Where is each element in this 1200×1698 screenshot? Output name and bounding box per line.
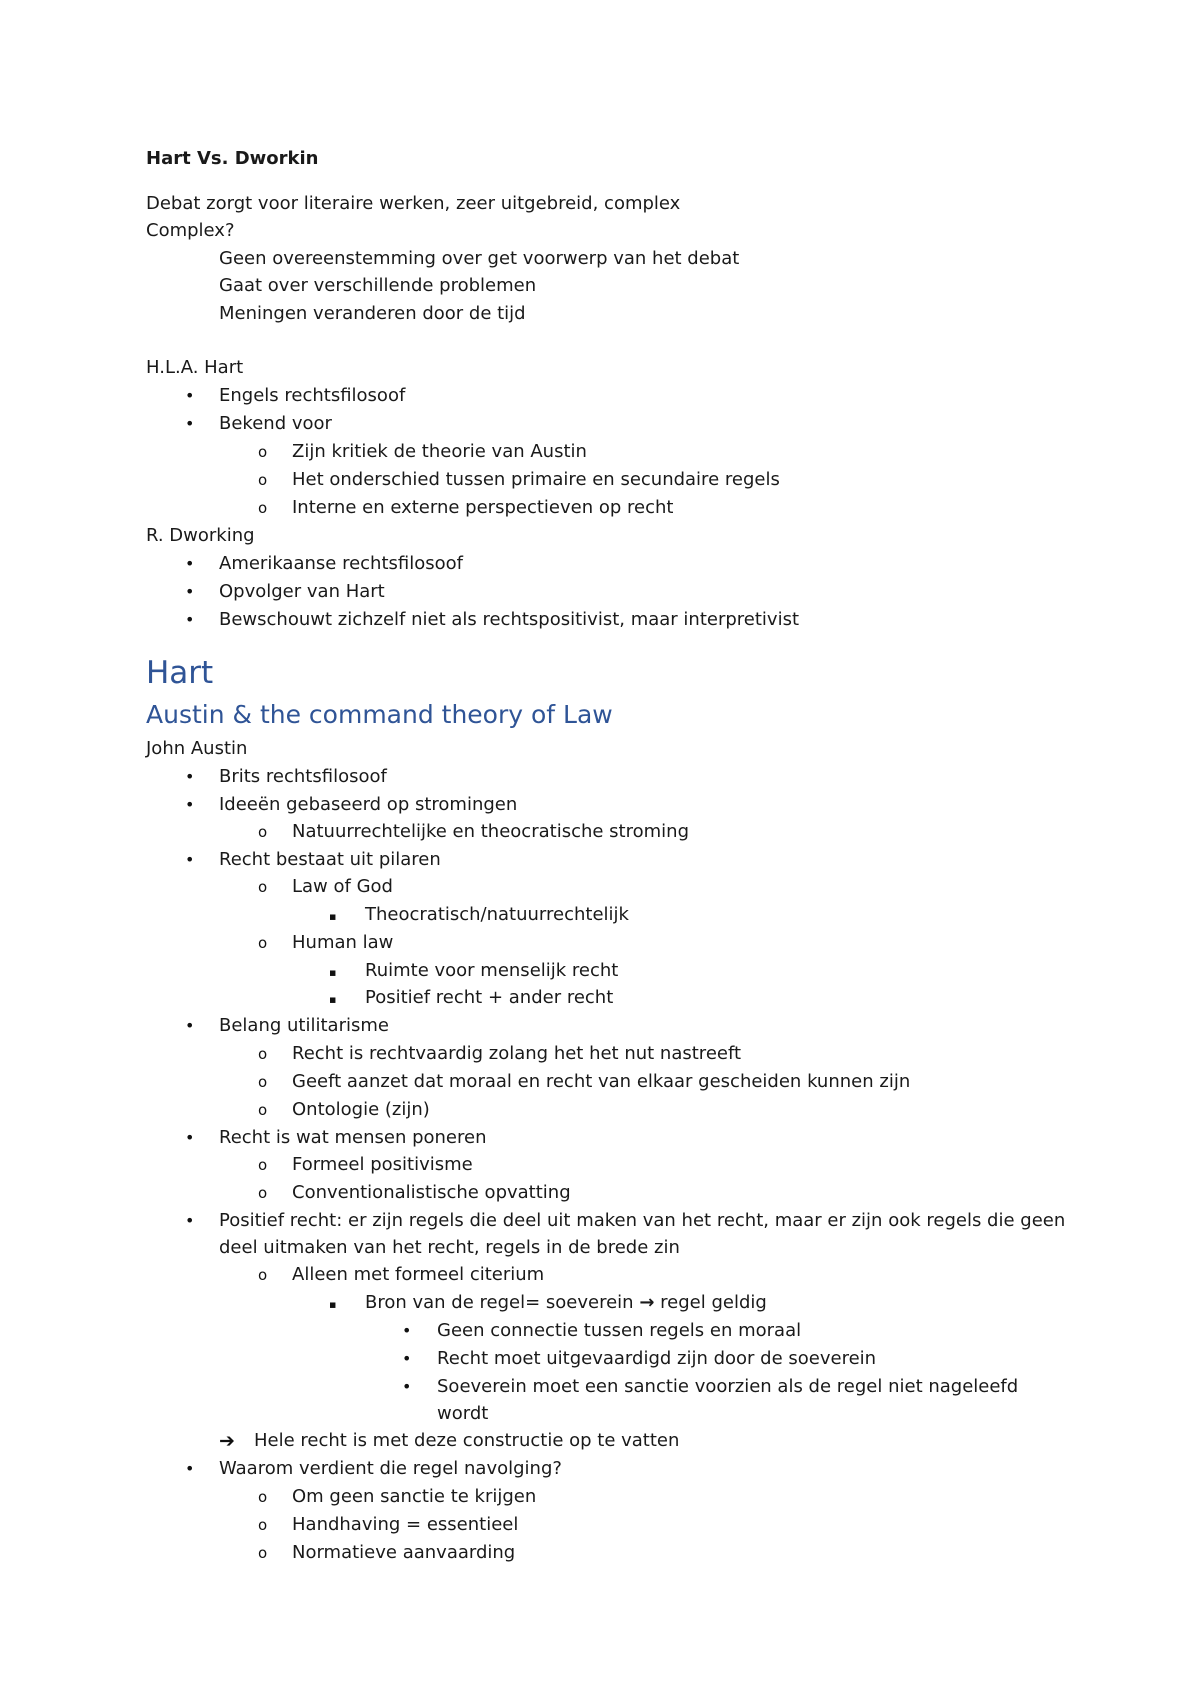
list-item: Recht is wat mensen poneren bbox=[219, 1127, 487, 1148]
list-item: Interne en externe perspectieven op recht bbox=[292, 497, 674, 518]
complex-item: Geen overeenstemming over get voorwerp van het debat bbox=[219, 248, 740, 269]
intro-question: Complex? bbox=[146, 220, 235, 241]
bullet-marker: • bbox=[185, 767, 195, 786]
list-item: Ruimte voor menselijk recht bbox=[365, 960, 619, 981]
bullet-marker: • bbox=[402, 1321, 412, 1340]
list-item: Ideeën gebaseerd op stromingen bbox=[219, 794, 518, 815]
circle-marker: o bbox=[258, 1516, 268, 1534]
list-item-continuation: deel uitmaken van het recht, regels in de brede zin bbox=[219, 1237, 680, 1258]
list-item: Recht moet uitgevaardigd zijn door de soeverein bbox=[437, 1348, 877, 1369]
circle-marker: o bbox=[258, 878, 268, 896]
circle-marker: o bbox=[258, 1101, 268, 1119]
bullet-marker: • bbox=[402, 1349, 412, 1368]
circle-marker: o bbox=[258, 1156, 268, 1174]
list-item: Belang utilitarisme bbox=[219, 1015, 389, 1036]
square-marker: ▪ bbox=[329, 910, 337, 923]
circle-marker: o bbox=[258, 1045, 268, 1063]
circle-marker: o bbox=[258, 823, 268, 841]
rule-valid-text: regel geldig bbox=[660, 1292, 767, 1313]
list-item: Geen connectie tussen regels en moraal bbox=[437, 1320, 802, 1341]
circle-marker: o bbox=[258, 443, 268, 461]
inline-arrow-icon: → bbox=[639, 1292, 655, 1313]
arrow-item: Hele recht is met deze constructie op te vatten bbox=[254, 1430, 680, 1451]
list-item bbox=[365, 1292, 767, 1314]
bullet-marker: • bbox=[185, 1016, 195, 1035]
bullet-marker: • bbox=[185, 610, 195, 629]
list-item: Theocratisch/natuurrechtelijk bbox=[365, 904, 629, 925]
list-item: Formeel positivisme bbox=[292, 1154, 473, 1175]
list-item: Engels rechtsfilosoof bbox=[219, 385, 406, 406]
list-item: Opvolger van Hart bbox=[219, 581, 385, 602]
bullet-marker: • bbox=[185, 414, 195, 433]
list-item: Positief recht: er zijn regels die deel uit maken van het recht, maar er zijn ook regels die geen bbox=[219, 1210, 1066, 1231]
document-title: Hart Vs. Dworkin bbox=[146, 148, 319, 169]
circle-marker: o bbox=[258, 1488, 268, 1506]
list-item: Human law bbox=[292, 932, 394, 953]
list-item: Geeft aanzet dat moraal en recht van elkaar gescheiden kunnen zijn bbox=[292, 1071, 911, 1092]
circle-marker: o bbox=[258, 471, 268, 489]
list-item: Natuurrechtelijke en theocratische stroming bbox=[292, 821, 689, 842]
circle-marker: o bbox=[258, 1073, 268, 1091]
bullet-marker: • bbox=[185, 1459, 195, 1478]
list-item: Recht bestaat uit pilaren bbox=[219, 849, 441, 870]
complex-item: Gaat over verschillende problemen bbox=[219, 275, 537, 296]
circle-marker: o bbox=[258, 1266, 268, 1284]
bullet-marker: • bbox=[185, 795, 195, 814]
square-marker: ▪ bbox=[329, 993, 337, 1006]
list-item: Zijn kritiek de theorie van Austin bbox=[292, 441, 587, 462]
circle-marker: o bbox=[258, 499, 268, 517]
heading-hart: Hart bbox=[146, 655, 214, 691]
list-item: Recht is rechtvaardig zolang het het nut nastreeft bbox=[292, 1043, 742, 1064]
heading-austin-command-theory: Austin & the command theory of Law bbox=[146, 700, 613, 729]
list-item: Law of God bbox=[292, 876, 393, 897]
bullet-marker: • bbox=[185, 1211, 195, 1230]
list-item: Conventionalistische opvatting bbox=[292, 1182, 571, 1203]
circle-marker: o bbox=[258, 1184, 268, 1202]
list-item: Soeverein moet een sanctie voorzien als de regel niet nageleefd bbox=[437, 1376, 1019, 1397]
square-marker: ▪ bbox=[329, 966, 337, 979]
circle-marker: o bbox=[258, 1544, 268, 1562]
bullet-marker: • bbox=[185, 582, 195, 601]
list-item: Het onderschied tussen primaire en secundaire regels bbox=[292, 469, 780, 490]
section-label-dworkin: R. Dworking bbox=[146, 525, 255, 546]
list-item: Amerikaanse rechtsfilosoof bbox=[219, 553, 463, 574]
bullet-marker: • bbox=[185, 850, 195, 869]
section-label-hart: H.L.A. Hart bbox=[146, 357, 244, 378]
intro-text: Debat zorgt voor literaire werken, zeer uitgebreid, complex bbox=[146, 193, 681, 214]
circle-marker: o bbox=[258, 934, 268, 952]
rule-source-text: Bron van de regel= soeverein bbox=[365, 1292, 634, 1313]
list-item: Ontologie (zijn) bbox=[292, 1099, 430, 1120]
list-item: Om geen sanctie te krijgen bbox=[292, 1486, 537, 1507]
list-item: Normatieve aanvaarding bbox=[292, 1542, 516, 1563]
list-item: Bekend voor bbox=[219, 413, 332, 434]
list-item-continuation: wordt bbox=[437, 1403, 489, 1424]
bullet-marker: • bbox=[185, 386, 195, 405]
list-item: Waarom verdient die regel navolging? bbox=[219, 1458, 562, 1479]
list-item: Positief recht + ander recht bbox=[365, 987, 614, 1008]
square-marker: ▪ bbox=[329, 1298, 337, 1311]
bullet-marker: • bbox=[185, 554, 195, 573]
bullet-marker: • bbox=[402, 1377, 412, 1396]
arrow-icon: ➔ bbox=[219, 1430, 235, 1452]
complex-item: Meningen veranderen door de tijd bbox=[219, 303, 526, 324]
list-item: Handhaving = essentieel bbox=[292, 1514, 519, 1535]
list-item: Brits rechtsfilosoof bbox=[219, 766, 387, 787]
list-item: Alleen met formeel citerium bbox=[292, 1264, 545, 1285]
bullet-marker: • bbox=[185, 1128, 195, 1147]
list-item: Bewschouwt zichzelf niet als rechtspositivist, maar interpretivist bbox=[219, 609, 800, 630]
section-label-austin: John Austin bbox=[146, 738, 248, 759]
